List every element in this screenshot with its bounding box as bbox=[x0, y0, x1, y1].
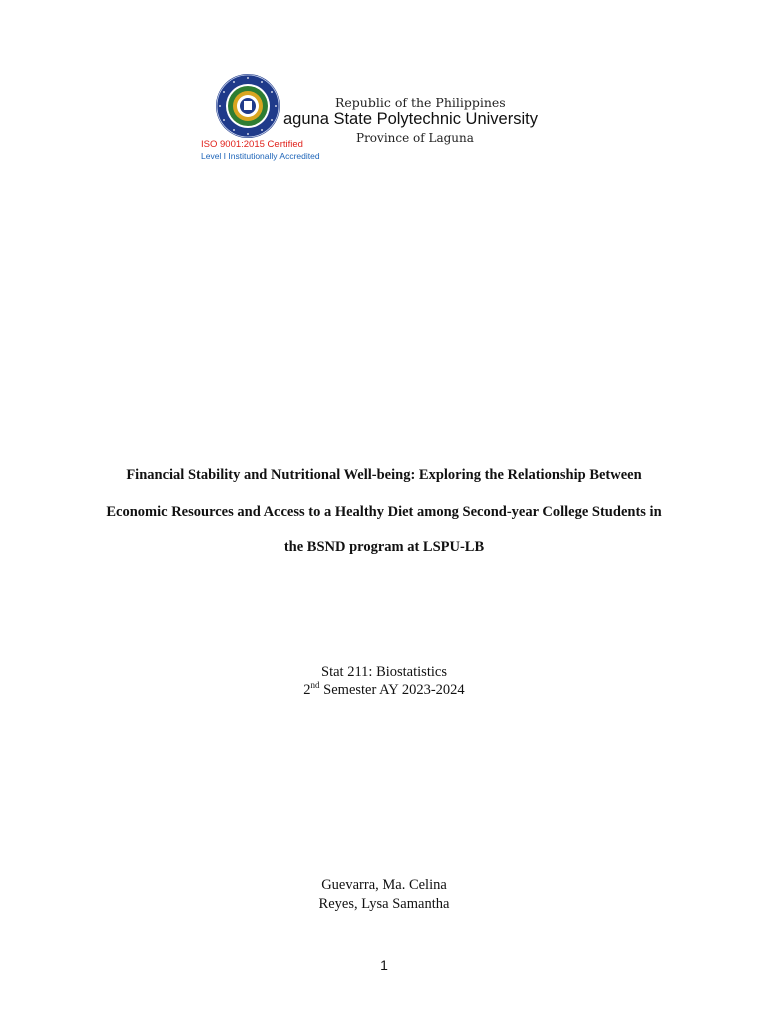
semester-rest: Semester AY 2023-2024 bbox=[319, 682, 465, 698]
university-seal-logo bbox=[215, 73, 281, 139]
semester-ordinal: 2 bbox=[303, 682, 311, 698]
university-name: aguna State Polytechnic University bbox=[283, 110, 538, 128]
semester-line bbox=[0, 682, 768, 699]
republic-line: Republic of the Philippines bbox=[335, 95, 506, 110]
page-number: 1 bbox=[380, 957, 388, 973]
semester-ordinal-suffix: nd bbox=[310, 680, 320, 691]
paper-title-line-3: the BSND program at LSPU-LB bbox=[283, 539, 485, 555]
author-name: Guevarra, Ma. Celina bbox=[321, 877, 447, 893]
province-line: Province of Laguna bbox=[356, 131, 474, 145]
paper-title-line-1: Financial Stability and Nutritional Well-being: Exploring the Relationship Between bbox=[126, 467, 642, 483]
iso-certification: ISO 9001:2015 Certified bbox=[201, 139, 303, 150]
author-name: Reyes, Lysa Samantha bbox=[318, 896, 450, 912]
paper-title-line-2: Economic Resources and Access to a Healthy Diet among Second-year College Students in bbox=[106, 504, 662, 520]
course-name: Stat 211: Biostatistics bbox=[321, 664, 447, 680]
accreditation-line: Level I Institutionally Accredited bbox=[201, 151, 320, 161]
